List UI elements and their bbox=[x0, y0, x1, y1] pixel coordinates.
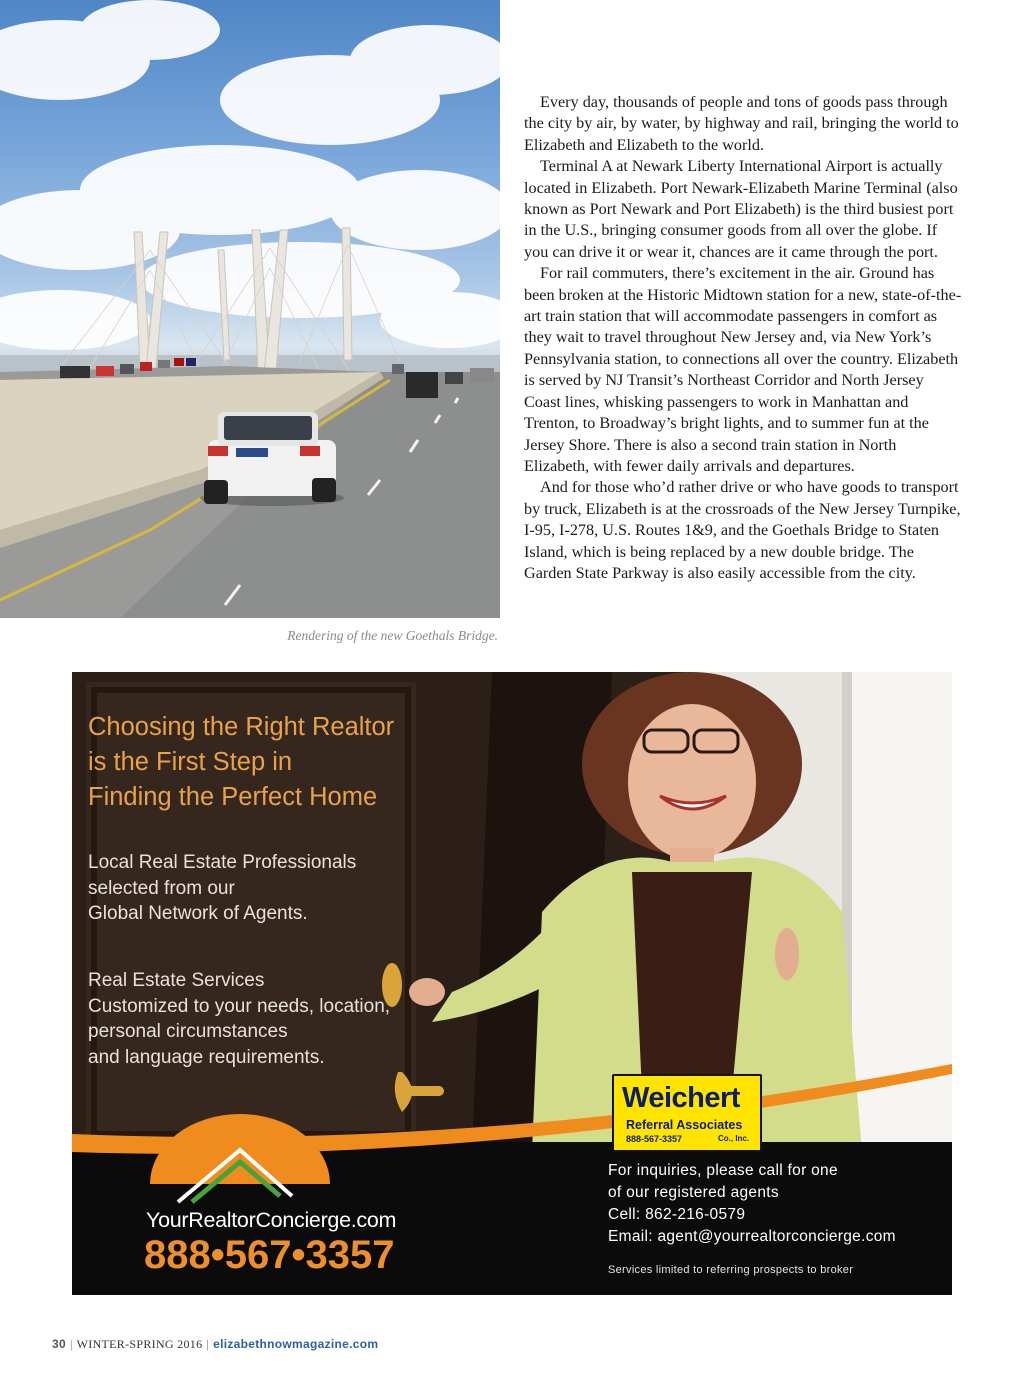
weichert-co: Co., Inc. bbox=[718, 1134, 750, 1143]
ad-website[interactable]: YourRealtorConcierge.com bbox=[146, 1208, 397, 1232]
ad-headline bbox=[88, 710, 428, 815]
article-paragraph: For rail commuters, there’s excitement in the air. Ground has been broken at the Historic Midtown station for a new, state-of-the-art train station that will accommodate passengers in comfort as they wait to travel throughout New Jersey and, via New York’s Pennsylvania station, to connections all over the country. Elizabeth is served by NJ Transit’s Northeast Corridor and North Jersey Coast lines, whisking passengers to work in Manhattan and Trenton, to Broadway’s bright lights, and to summer fun at the Jersey Shore. There is also a second train station in North Elizabeth, with fewer daily arrivals and departures. bbox=[524, 264, 962, 475]
ad-sub-line: Local Real Estate Professionals bbox=[88, 852, 357, 873]
article-paragraph: Terminal A at Newark Liberty International Airport is actually located in Elizabeth. Port Newark-Elizabeth Marine Terminal (also known as Port Newark and Port Elizabeth) is the third busiest port in the U.S., bringing consumer goods from all over the globe. If you can drive it or wear it, chances are it came through the port. bbox=[524, 157, 958, 261]
footer-separator: | bbox=[206, 1337, 210, 1351]
ad-disclaimer: Services limited to referring prospects to broker bbox=[608, 1264, 854, 1276]
page-footer bbox=[52, 1337, 378, 1352]
footer-separator: | bbox=[69, 1337, 73, 1351]
realtor-advertisement bbox=[72, 672, 952, 1295]
ad-inquiry-line: of our registered agents bbox=[608, 1184, 779, 1201]
ad-inquiry-line: For inquiries, please call for one bbox=[608, 1162, 838, 1179]
ad-sub-line: selected from our bbox=[88, 877, 235, 899]
ad-sub-line: Customized to your needs, location, bbox=[88, 995, 391, 1017]
ad-sub-line: personal circumstances bbox=[88, 1021, 288, 1042]
weichert-subtitle: Referral Associates bbox=[626, 1118, 743, 1132]
ad-inquiry-info bbox=[608, 1160, 896, 1248]
ad-sub-line: Global Network of Agents. bbox=[88, 903, 308, 924]
ad-services bbox=[88, 968, 428, 1070]
ad-headline-line: Choosing the Right Realtor bbox=[88, 713, 395, 741]
magazine-website[interactable]: elizabethnowmagazine.com bbox=[213, 1337, 379, 1351]
ad-headline-line: is the First Step in bbox=[88, 748, 293, 776]
ad-phone-number[interactable]: 888•567•3357 bbox=[144, 1233, 395, 1277]
bridge-photo bbox=[0, 0, 500, 618]
article-body bbox=[524, 92, 964, 584]
article-paragraph: Every day, thousands of people and tons of goods pass through the city by air, by water, by highway and rail, bringing the world to Elizabeth and Elizabeth to the world. bbox=[524, 93, 959, 154]
ad-local-professionals bbox=[88, 850, 428, 927]
issue-label: WINTER-SPRING 2016 bbox=[76, 1337, 203, 1351]
weichert-logo bbox=[612, 1074, 762, 1152]
ad-sub-line: and language requirements. bbox=[88, 1046, 325, 1068]
ad-email[interactable]: Email: agent@yourrealtorconcierge.com bbox=[608, 1228, 896, 1245]
photo-caption: Rendering of the new Goethals Bridge. bbox=[287, 628, 498, 643]
weichert-phone: 888-567-3357 bbox=[626, 1134, 683, 1144]
bridge-rendering bbox=[0, 0, 500, 618]
ad-headline-line: Finding the Perfect Home bbox=[88, 783, 378, 811]
weichert-name: Weichert bbox=[622, 1082, 740, 1114]
ad-cell-number[interactable]: Cell: 862-216-0579 bbox=[608, 1206, 746, 1223]
page-number: 30 bbox=[52, 1337, 66, 1351]
ad-sub-line: Real Estate Services bbox=[88, 970, 265, 991]
article-paragraph: And for those who’d rather drive or who have goods to transport by truck, Elizabeth is at the crossroads of the New Jersey Turnpike, I-95, I-278, U.S. Routes 1&9, and the Goethals Bridge to Staten Island, which is being replaced by a new double bridge. The Garden State Parkway is also easily accessible from the city. bbox=[524, 478, 961, 582]
